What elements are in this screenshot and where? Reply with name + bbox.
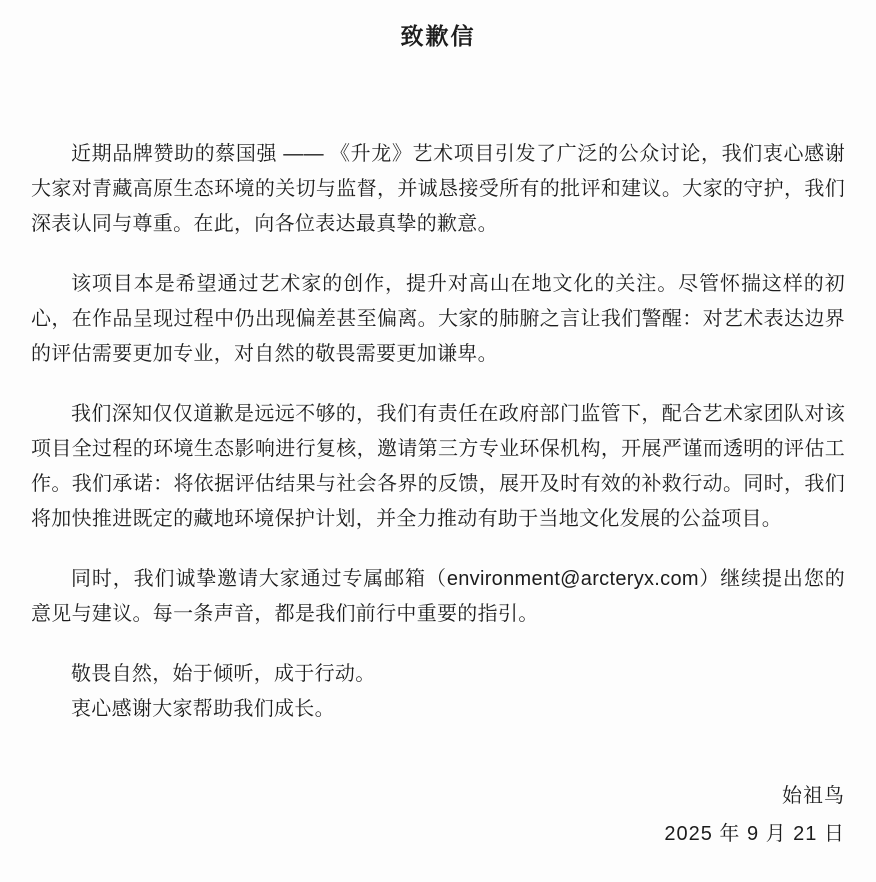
closing-line-motto: 敬畏自然，始于倾听，成于行动。 <box>71 663 376 685</box>
letter-paragraph-remediation-commitment: 我们深知仅仅道歉是远远不够的，我们有责任在政府部门监管下，配合艺术家团队对该项目全过程的环境生态影响进行复核，邀请第三方专业环保机构，开展严谨而透明的评估工作。我们承诺：将依据评估结果与社会各界的反馈，展开及时有效的补救行动。同时，我们将加快推进既定的藏地环境保护计划，并全力推动有助于当地文化发展的公益项目。 <box>31 403 845 530</box>
closing-lines <box>31 657 845 727</box>
letter-paragraph-project-intent: 该项目本是希望通过艺术家的创作，提升对高山在地文化的关注。尽管怀揣这样的初心，在作品呈现过程中仍出现偏差甚至偏离。大家的肺腑之言让我们警醒：对艺术表达边界的评估需要更加专业，对自然的敬畏需要更加谦卑。 <box>31 273 845 365</box>
closing-line-thanks: 衷心感谢大家帮助我们成长。 <box>71 698 335 720</box>
letter-paragraph-feedback-email: 同时，我们诚挚邀请大家通过专属邮箱（environment@arcteryx.com）继续提出您的意见与建议。每一条声音，都是我们前行中重要的指引。 <box>31 568 845 625</box>
letter-body <box>31 137 845 727</box>
letter-title: 致歉信 <box>400 23 476 49</box>
letter-paragraph-opening-apology: 近期品牌赞助的蔡国强 —— 《升龙》艺术项目引发了广泛的公众讨论，我们衷心感谢大家对青藏高原生态环境的关切与监督，并诚恳接受所有的批评和建议。大家的守护，我们深表认同与尊重。在此，向各位表达最真挚的歉意。 <box>31 143 845 235</box>
signature-date: 2025 年 9 月 21 日 <box>664 823 845 845</box>
signature-block <box>31 777 845 853</box>
signature-brand-name: 始祖鸟 <box>782 785 845 807</box>
